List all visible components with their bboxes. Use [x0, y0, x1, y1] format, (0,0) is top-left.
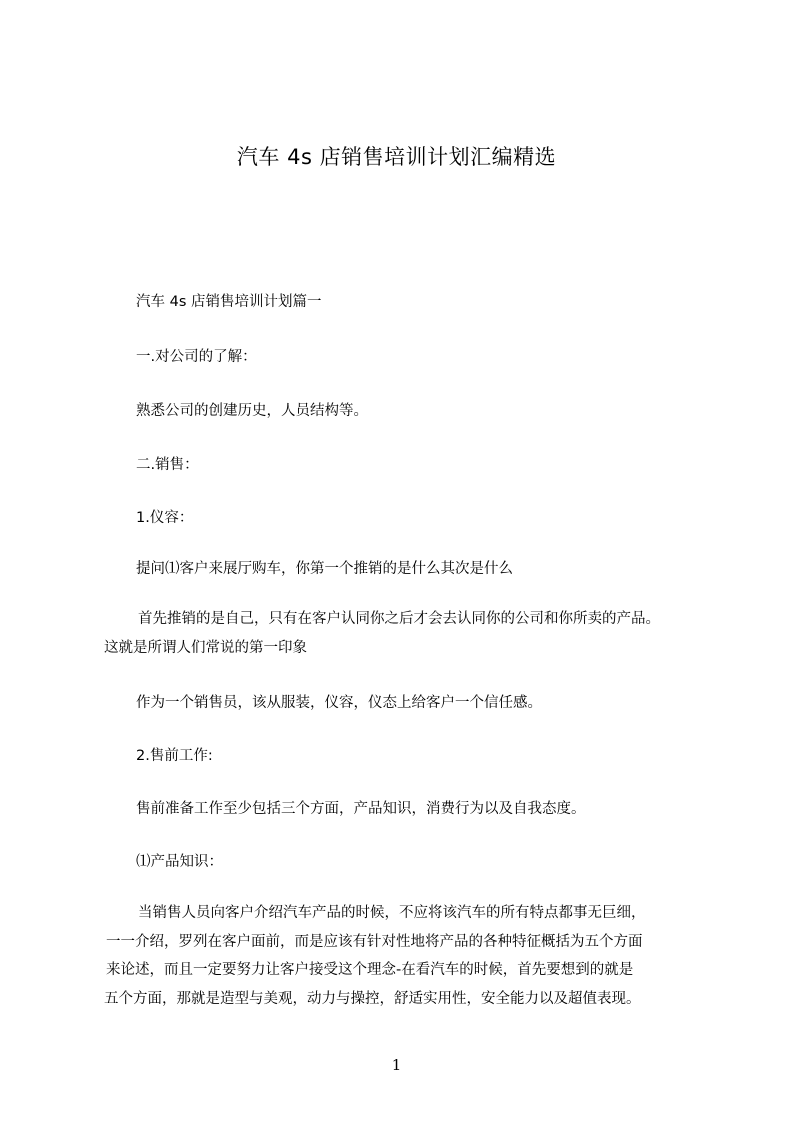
- paragraph-appearance-heading: 1.仪容：: [136, 510, 194, 526]
- paragraph-presale-heading: 2.售前工作:: [136, 748, 213, 764]
- text-line: 首先推销的是自己，只有在客户认同你之后才会去认同你的公司和你所卖的产品。: [138, 611, 660, 627]
- section-heading: 汽车 4s 店销售培训计划篇一: [136, 294, 322, 310]
- paragraph-question: 提问⑴客户来展厅购车，你第一个推销的是什么其次是什么: [136, 561, 513, 577]
- paragraph-product-knowledge-heading: ⑴产品知识：: [136, 854, 223, 870]
- paragraph-presale-preparation: 售前准备工作至少包括三个方面，产品知识，消费行为以及自我态度。: [136, 801, 586, 817]
- paragraph-first-impression: [104, 605, 704, 662]
- page-number: 1: [391, 1056, 402, 1074]
- text-line: 当销售人员向客户介绍汽车产品的时候，不应将该汽车的所有特点都事无巨细，: [138, 905, 646, 921]
- paragraph-product-knowledge: [104, 899, 704, 1013]
- text-line: 来论述，而且一定要努力让客户接受这个理念-在看汽车的时候，首先要想到的就是: [106, 962, 634, 978]
- paragraph-company-history: 熟悉公司的创建历史，人员结构等。: [136, 403, 368, 419]
- paragraph-trust: 作为一个销售员，该从服装，仪容，仪态上给客户一个信任感。: [136, 695, 542, 711]
- document-title: 汽车 4s 店销售培训计划汇编精选: [236, 145, 557, 169]
- text-line: 五个方面，那就是造型与美观，动力与操控，舒适实用性，安全能力以及超值表现。: [104, 990, 641, 1007]
- text-line: 这就是所谓人们常说的第一印象: [104, 639, 307, 656]
- paragraph-sales-heading: 二.销售：: [136, 457, 199, 473]
- text-line: 一一介绍，罗列在客户面前，而是应该有针对性地将产品的各种特征概括为五个方面: [106, 933, 643, 950]
- paragraph-company-heading: 一.对公司的了解：: [136, 349, 257, 365]
